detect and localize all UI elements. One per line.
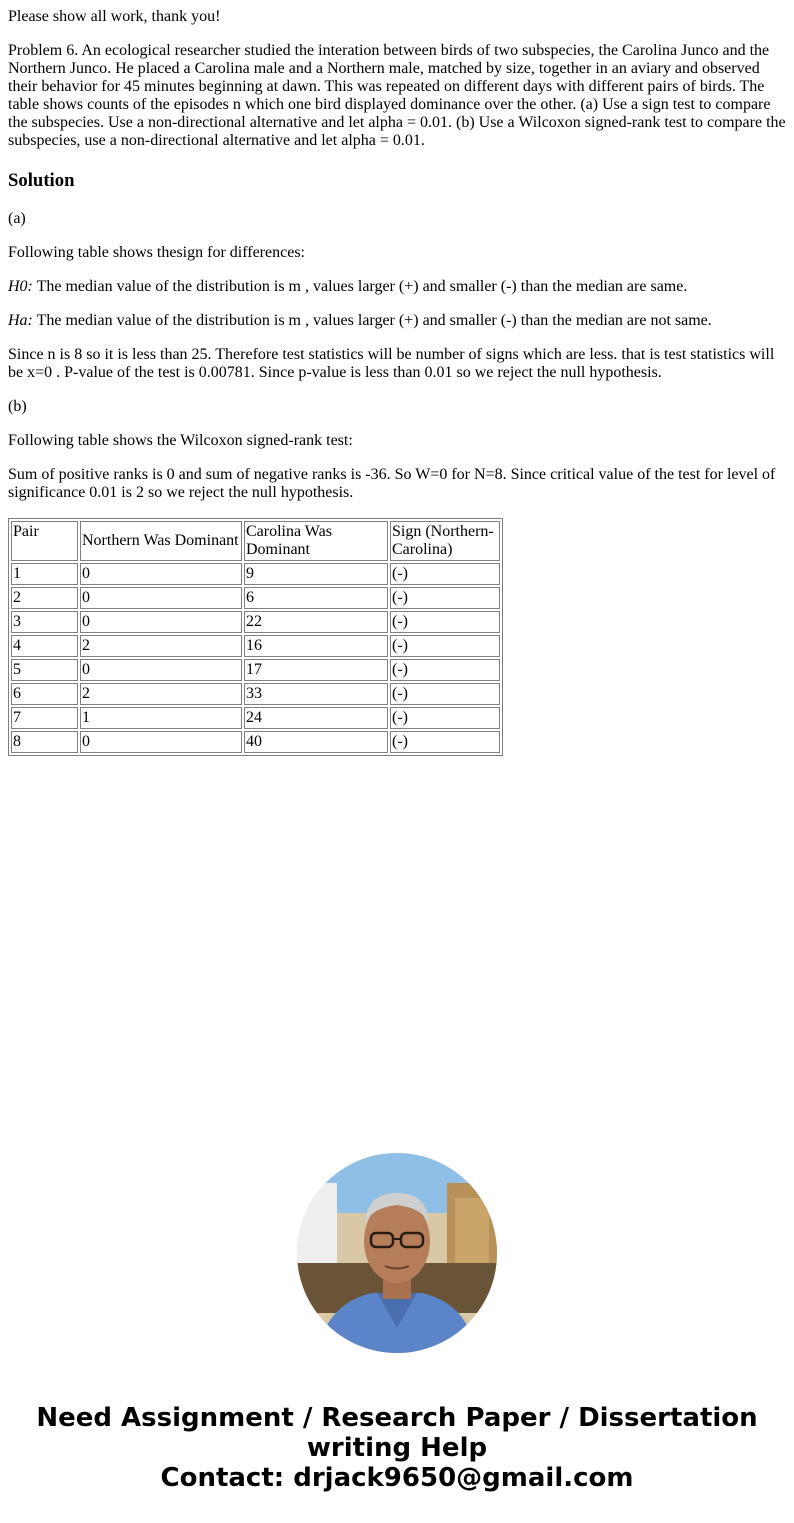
part-a-table-intro: Following table shows thesign for differences: [8,244,305,261]
ha-text: The median value of the distribution is m , values larger (+) and smaller (-) than the median are not same. [32,312,712,329]
intro-text: Please show all work, thank you! [8,8,221,25]
cell-carolina: 16 [244,635,388,657]
part-b-label: (b) [8,398,27,415]
cell-pair: 7 [11,707,78,729]
cell-pair: 4 [11,635,78,657]
cell-northern: 2 [80,635,242,657]
author-photo [297,1153,497,1353]
table-row [11,683,500,705]
table-row [11,611,500,633]
cell-sign: (-) [390,611,500,633]
h0-label: H0: [8,278,33,295]
footer-banner [0,1403,794,1493]
table-row [11,587,500,609]
author-portrait-image [297,1153,497,1353]
footer-contact: Contact: drjack9650@gmail.com [160,1463,634,1493]
header-carolina: Carolina Was Dominant [244,521,388,561]
table-row [11,731,500,753]
cell-sign: (-) [390,587,500,609]
problem-text: Problem 6. An ecological researcher studied the interation between birds of two subspecies, the Carolina Junco and the Northern Junco. He placed a Carolina male and a Northern male, matched by size, together in an aviary and observed their behavior for 45 minutes beginning at dawn. This was repeated on different days with different pairs of birds. The table shows counts of the episodes n which one bird displayed dominance over the other. (a) Use a sign test to compare the subspecies. Use a non-directional alternative and let alpha = 0.01. (b) Use a Wilcoxon signed-rank test to compare the subspecies, use a non-directional alternative and let alpha = 0.01. [8,42,786,149]
table-row [11,659,500,681]
cell-northern: 0 [80,731,242,753]
cell-carolina: 33 [244,683,388,705]
document-body [8,8,786,756]
cell-northern: 0 [80,563,242,585]
cell-sign: (-) [390,683,500,705]
table-row [11,563,500,585]
cell-pair: 8 [11,731,78,753]
null-hypothesis [8,278,786,296]
table-row [11,635,500,657]
cell-northern: 2 [80,683,242,705]
cell-northern: 1 [80,707,242,729]
header-pair: Pair [11,521,78,561]
cell-pair: 3 [11,611,78,633]
part-a-label: (a) [8,210,26,227]
cell-sign: (-) [390,635,500,657]
cell-pair: 5 [11,659,78,681]
cell-northern: 0 [80,611,242,633]
footer-line-2: writing Help [306,1433,488,1463]
ha-label: Ha: [8,312,33,329]
cell-carolina: 17 [244,659,388,681]
table-header-row [11,521,500,561]
cell-sign: (-) [390,563,500,585]
cell-pair: 6 [11,683,78,705]
cell-sign: (-) [390,659,500,681]
table-row [11,707,500,729]
cell-northern: 0 [80,587,242,609]
part-b-table-intro: Following table shows the Wilcoxon signed-rank test: [8,432,353,449]
solution-heading: Solution [8,170,75,191]
cell-northern: 0 [80,659,242,681]
cell-sign: (-) [390,731,500,753]
cell-sign: (-) [390,707,500,729]
cell-pair: 1 [11,563,78,585]
dominance-table [8,518,503,756]
cell-carolina: 40 [244,731,388,753]
alt-hypothesis [8,312,786,330]
header-northern: Northern Was Dominant [80,521,242,561]
footer-line-1: Need Assignment / Research Paper / Dissertation [36,1403,758,1433]
cell-carolina: 22 [244,611,388,633]
part-b-conclusion: Sum of positive ranks is 0 and sum of negative ranks is -36. So W=0 for N=8. Since critical value of the test for level of significance 0.01 is 2 so we reject the null hypothesis. [8,466,776,501]
cell-carolina: 6 [244,587,388,609]
header-sign: Sign (Northern-Carolina) [390,521,500,561]
part-a-conclusion: Since n is 8 so it is less than 25. Therefore test statistics will be number of signs which are less. that is test statistics will be x=0 . P-value of the test is 0.00781. Since p-value is less than 0.01 so we reject the null hypothesis. [8,346,775,381]
cell-carolina: 24 [244,707,388,729]
cell-carolina: 9 [244,563,388,585]
cell-pair: 2 [11,587,78,609]
h0-text: The median value of the distribution is m , values larger (+) and smaller (-) than the median are same. [32,278,688,295]
